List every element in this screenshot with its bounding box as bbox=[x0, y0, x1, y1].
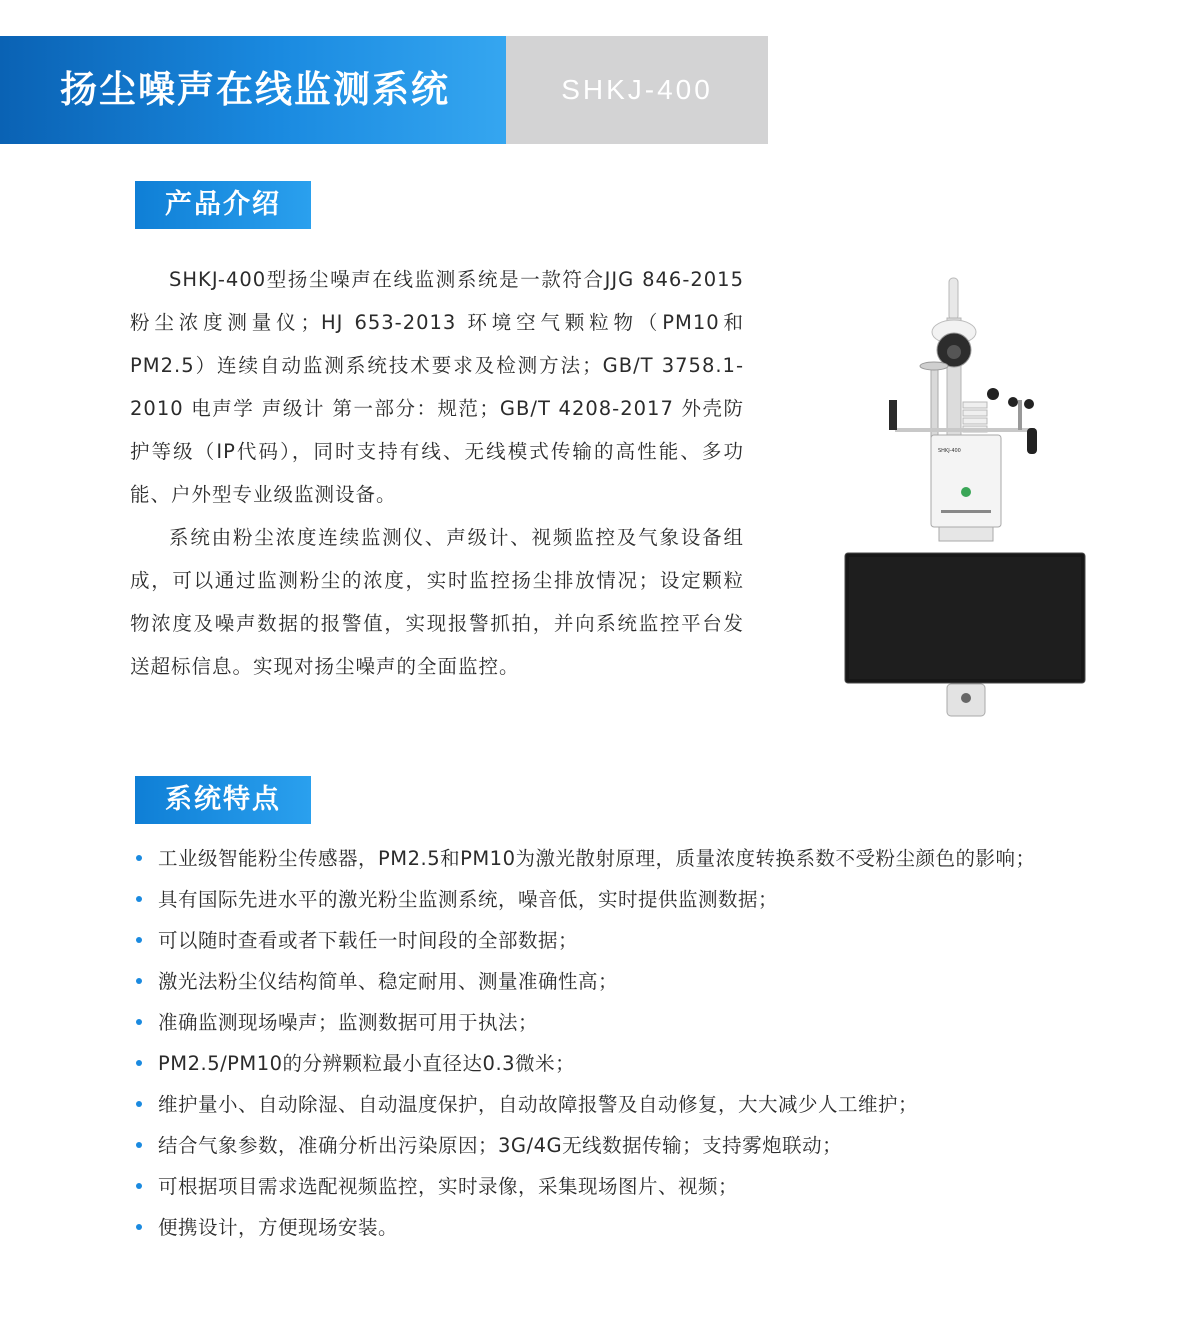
header-banner bbox=[0, 36, 768, 144]
model-number: SHKJ-400 bbox=[561, 74, 713, 105]
list-item: 便携设计，方便现场安装。 bbox=[136, 1207, 1086, 1248]
header-model-block bbox=[506, 36, 768, 144]
intro-paragraph: SHKJ-400型扬尘噪声在线监测系统是一款符合JJG 846-2015 粉尘浓度测量仪；HJ 653-2013 环境空气颗粒物（PM10和PM2.5）连续自动监测系统技术要求及检测方法；GB/T 3758.1-2010 电声学 声级计 第一部分：规范；GB/T 4208-2017 外壳防护等级（IP代码），同时支持有线、无线模式传输的高性能、多功能、户外型专业级监测设备。 bbox=[130, 268, 744, 506]
features-list bbox=[136, 838, 1086, 1248]
enclosure-label: SHKJ-400 bbox=[938, 448, 961, 454]
page-title: 扬尘噪声在线监测系统 bbox=[60, 68, 450, 111]
list-item: 可根据项目需求选配视频监控，实时录像，采集现场图片、视频； bbox=[136, 1166, 1086, 1207]
intro-paragraph: 系统由粉尘浓度连续监测仪、声级计、视频监控及气象设备组成，可以通过监测粉尘的浓度，实时监控扬尘排放情况；设定颗粒物浓度及噪声数据的报警值，实现报警抓拍，并向系统监控平台发送超标信息。实现对扬尘噪声的全面监控。 bbox=[130, 526, 744, 678]
list-item: 结合气象参数，准确分析出污染原因；3G/4G无线数据传输；支持雾炮联动； bbox=[136, 1125, 1086, 1166]
header-title-block bbox=[0, 36, 506, 144]
list-item: PM2.5/PM10的分辨颗粒最小直径达0.3微米； bbox=[136, 1043, 1086, 1084]
list-item: 工业级智能粉尘传感器，PM2.5和PM10为激光散射原理，质量浓度转换系数不受粉尘颜色的影响； bbox=[136, 838, 1086, 879]
intro-heading: 产品介绍 bbox=[135, 181, 311, 229]
intro-text bbox=[130, 258, 744, 688]
list-item: 可以随时查看或者下载任一时间段的全部数据； bbox=[136, 920, 1086, 961]
features-heading: 系统特点 bbox=[135, 776, 311, 824]
product-image bbox=[835, 270, 1095, 730]
list-item: 具有国际先进水平的激光粉尘监测系统，噪音低，实时提供监测数据； bbox=[136, 879, 1086, 920]
list-item: 准确监测现场噪声；监测数据可用于执法； bbox=[136, 1002, 1086, 1043]
list-item: 维护量小、自动除湿、自动温度保护，自动故障报警及自动修复，大大减少人工维护； bbox=[136, 1084, 1086, 1125]
list-item: 激光法粉尘仪结构简单、稳定耐用、测量准确性高； bbox=[136, 961, 1086, 1002]
